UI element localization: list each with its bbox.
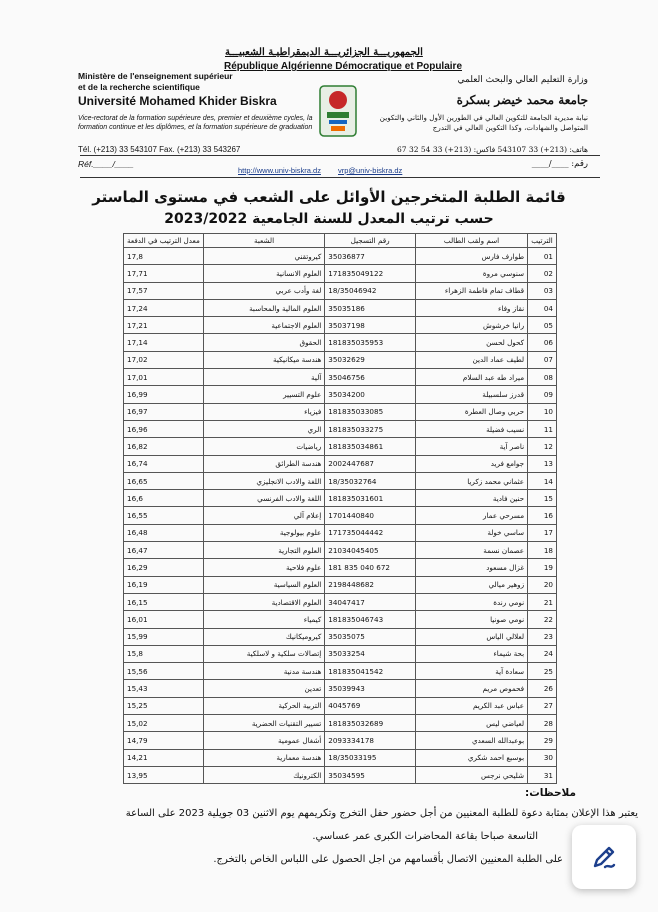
cell-department: العلوم الاجتماعية	[203, 317, 324, 334]
cell-rank: 13	[528, 455, 557, 472]
cell-name: حنين فادية	[416, 490, 528, 507]
table-row	[124, 248, 557, 265]
cell-average: 17,21	[124, 317, 204, 334]
cell-department: كيروميكانيك	[203, 628, 324, 645]
cell-department: اللغة والادب الفرنسي	[203, 490, 324, 507]
cell-registration: 181835035953	[325, 334, 416, 351]
cell-average: 17,02	[124, 351, 204, 368]
cell-department: العلوم الاقتصادية	[203, 593, 324, 610]
cell-average: 17,01	[124, 369, 204, 386]
cell-department: تسيير التقنيات الحضرية	[203, 715, 324, 732]
cell-rank: 01	[528, 248, 557, 265]
cell-name: عثماني محمد زكريا	[416, 472, 528, 489]
cell-registration: 35033254	[325, 645, 416, 662]
cell-name: لطيف عماد الدين	[416, 351, 528, 368]
vicerectorate-ar-line1: نيابة مديرية الجامعة للتكوين العالي في الطورين الأول والثاني والتكوين	[379, 113, 588, 122]
cell-average: 16,19	[124, 576, 204, 593]
cell-name: بوسبع احمد شكري	[416, 749, 528, 766]
cell-rank: 19	[528, 559, 557, 576]
cell-rank: 23	[528, 628, 557, 645]
table-row	[124, 645, 557, 662]
cell-name: بوعبدالله السعدي	[416, 732, 528, 749]
table-row	[124, 628, 557, 645]
cell-department: الري	[203, 420, 324, 437]
cell-rank: 05	[528, 317, 557, 334]
cell-average: 13,95	[124, 766, 204, 783]
cell-name: ناصر آية	[416, 438, 528, 455]
table-row	[124, 317, 557, 334]
cell-average: 16,82	[124, 438, 204, 455]
cell-name: ميراد طه عبد السلام	[416, 369, 528, 386]
notes-heading: ملاحظات:	[525, 787, 576, 799]
cell-registration: 18/35046942	[325, 282, 416, 299]
cell-average: 17,8	[124, 248, 204, 265]
cell-department: هندسة معمارية	[203, 749, 324, 766]
table-row	[124, 715, 557, 732]
header-registration: رقم التسجيل	[325, 234, 416, 248]
table-row	[124, 472, 557, 489]
cell-name: مسرحي عمار	[416, 507, 528, 524]
cell-rank: 27	[528, 697, 557, 714]
cell-registration: 181835034861	[325, 438, 416, 455]
cell-rank: 11	[528, 420, 557, 437]
cell-registration: 4045769	[325, 697, 416, 714]
cell-department: الحقوق	[203, 334, 324, 351]
reference-fr: Réf.____/____	[78, 159, 134, 169]
table-row	[124, 576, 557, 593]
vicerectorate-fr-line2: formation continue et les diplômes, et la formation supérieure de graduation	[78, 124, 313, 131]
cell-name: لعلالي الياس	[416, 628, 528, 645]
cell-registration: 21034045405	[325, 542, 416, 559]
notes-line1: يعتبر هذا الإعلان بمثابة دعوة للطلبة المعنيين من أجل حضور حفل التخرج وتكريمهم يوم الاثنين 03 جويلية 2023 على الساعة	[125, 808, 638, 819]
cell-rank: 25	[528, 663, 557, 680]
website-link[interactable]: http://www.univ-biskra.dz	[238, 166, 321, 175]
table-row	[124, 334, 557, 351]
cell-registration: 2093334178	[325, 732, 416, 749]
cell-name: زوهير ميالي	[416, 576, 528, 593]
cell-department: علوم التسيير	[203, 386, 324, 403]
vicerectorate-fr-line1: Vice-rectorat de la formation supérieure des, premier et deuxième cycles, la	[78, 115, 313, 122]
phone-fax-ar: هاتف: (213+) 33 543107 فاكس: (213+) 33 54 32 67	[397, 145, 588, 154]
cell-name: عباس عبد الكريم	[416, 697, 528, 714]
cell-registration: 171735044442	[325, 524, 416, 541]
cell-rank: 12	[528, 438, 557, 455]
edit-pen-icon	[589, 842, 619, 872]
cell-department: علوم بيولوجية	[203, 524, 324, 541]
cell-rank: 10	[528, 403, 557, 420]
cell-name: جوامع فريد	[416, 455, 528, 472]
cell-rank: 15	[528, 490, 557, 507]
notes-line2: التاسعة صباحا بقاعة المحاضرات الكبرى عمر عساسي.	[312, 831, 538, 842]
header-department: الشعبة	[203, 234, 324, 248]
cell-average: 16,97	[124, 403, 204, 420]
cell-registration: 35034200	[325, 386, 416, 403]
edit-button[interactable]	[572, 825, 636, 889]
cell-department: لغة وأدب عربي	[203, 282, 324, 299]
list-title: قائمة الطلبة المتخرجين الأوائل على الشعب في مستوى الماستر	[92, 188, 566, 206]
cell-average: 15,8	[124, 645, 204, 662]
header-rank: الترتيب	[528, 234, 557, 248]
cell-registration: 34047417	[325, 593, 416, 610]
table-row	[124, 351, 557, 368]
cell-department: علوم فلاحية	[203, 559, 324, 576]
table-row	[124, 282, 557, 299]
cell-rank: 22	[528, 611, 557, 628]
table-row	[124, 749, 557, 766]
cell-average: 17,57	[124, 282, 204, 299]
cell-department: كيروتقني	[203, 248, 324, 265]
table-row	[124, 299, 557, 316]
republic-title-fr: République Algérienne Démocratique et Populaire	[224, 61, 463, 72]
cell-average: 16,01	[124, 611, 204, 628]
cell-department: الكترونيك	[203, 766, 324, 783]
cell-registration: 18/35032764	[325, 472, 416, 489]
university-name-ar: جامعة محمد خيضر بسكرة	[456, 93, 588, 107]
cell-department: العلوم التجارية	[203, 542, 324, 559]
cell-department: هندسة الطرائق	[203, 455, 324, 472]
table-row	[124, 559, 557, 576]
cell-rank: 30	[528, 749, 557, 766]
cell-name: طوارف فارس	[416, 248, 528, 265]
reference-ar: رقم: ____/____	[531, 159, 588, 169]
cell-department: تعدين	[203, 680, 324, 697]
cell-registration: 35032629	[325, 351, 416, 368]
cell-department: أشغال عمومية	[203, 732, 324, 749]
cell-name: شليحي نرجس	[416, 766, 528, 783]
cell-rank: 14	[528, 472, 557, 489]
cell-rank: 17	[528, 524, 557, 541]
cell-average: 14,79	[124, 732, 204, 749]
cell-name: لعياضي ليس	[416, 715, 528, 732]
table-row	[124, 611, 557, 628]
cell-average: 15,43	[124, 680, 204, 697]
cell-department: العلوم السياسية	[203, 576, 324, 593]
cell-registration: 171835049122	[325, 265, 416, 282]
cell-name: نومي رندة	[416, 593, 528, 610]
table-row	[124, 455, 557, 472]
cell-rank: 26	[528, 680, 557, 697]
cell-department: رياضيات	[203, 438, 324, 455]
cell-rank: 04	[528, 299, 557, 316]
cell-department: العلوم الانسانية	[203, 265, 324, 282]
cell-rank: 24	[528, 645, 557, 662]
cell-department: إتصالات سلكية و لاسلكية	[203, 645, 324, 662]
ministry-fr-line2: et de la recherche scientifique	[78, 82, 200, 92]
cell-average: 16,55	[124, 507, 204, 524]
cell-department: هندسة مدنية	[203, 663, 324, 680]
vicerectorate-ar-line2: المتواصل والشهادات، وكذا التكوين العالي في التدرج	[432, 123, 588, 132]
cell-average: 15,25	[124, 697, 204, 714]
table-row	[124, 766, 557, 783]
cell-average: 16,48	[124, 524, 204, 541]
cell-registration: 35039943	[325, 680, 416, 697]
republic-title-ar: الجمهوريـــة الجزائريـــة الديمقراطيـة الشعبيـــة	[225, 47, 423, 58]
table-row	[124, 403, 557, 420]
notes-line3: على الطلبة المعنيين الاتصال بأقسامهم من اجل الحصول على اللباس الخاص بالتخرج.	[213, 854, 563, 865]
cell-registration: 35046756	[325, 369, 416, 386]
cell-registration: 35036877	[325, 248, 416, 265]
cell-average: 17,24	[124, 299, 204, 316]
cell-department: اللغة والادب الانجليزي	[203, 472, 324, 489]
cell-registration: 1701440840	[325, 507, 416, 524]
cell-name: فحموص مريم	[416, 680, 528, 697]
table-row	[124, 369, 557, 386]
cell-average: 16,65	[124, 472, 204, 489]
cell-rank: 28	[528, 715, 557, 732]
cell-name: قطاف تمام فاطمة الزهراء	[416, 282, 528, 299]
cell-average: 15,02	[124, 715, 204, 732]
cell-department: التربية الحركية	[203, 697, 324, 714]
cell-registration: 181835033275	[325, 420, 416, 437]
cell-registration: 181835046743	[325, 611, 416, 628]
phone-fax-fr: Tél. (+213) 33 543107 Fax. (+213) 33 543267	[78, 145, 241, 154]
cell-name: بحة شيماء	[416, 645, 528, 662]
cell-rank: 09	[528, 386, 557, 403]
cell-average: 15,56	[124, 663, 204, 680]
cell-registration: 18/35033195	[325, 749, 416, 766]
cell-registration: 181835033085	[325, 403, 416, 420]
cell-name: نقاز وفاء	[416, 299, 528, 316]
ministry-ar: وزارة التعليم العالي والبحث العلمي	[457, 75, 588, 85]
cell-rank: 07	[528, 351, 557, 368]
cell-average: 16,99	[124, 386, 204, 403]
cell-name: كحول لحسن	[416, 334, 528, 351]
cell-name: قدرز سلسبيلة	[416, 386, 528, 403]
cell-average: 17,14	[124, 334, 204, 351]
cell-department: إعلام آلي	[203, 507, 324, 524]
table-row	[124, 697, 557, 714]
header-divider-2	[80, 177, 600, 178]
cell-average: 17,71	[124, 265, 204, 282]
cell-average: 16,29	[124, 559, 204, 576]
cell-registration: 35035075	[325, 628, 416, 645]
cell-average: 16,74	[124, 455, 204, 472]
table-row	[124, 593, 557, 610]
cell-rank: 21	[528, 593, 557, 610]
cell-rank: 20	[528, 576, 557, 593]
graduates-table	[123, 233, 557, 784]
cell-department: العلوم المالية والمحاسبة	[203, 299, 324, 316]
cell-name: سعادة آية	[416, 663, 528, 680]
university-seal-icon	[318, 84, 358, 138]
cell-average: 16,96	[124, 420, 204, 437]
header-name: اسم ولقب الطالب	[416, 234, 528, 248]
cell-rank: 18	[528, 542, 557, 559]
cell-rank: 29	[528, 732, 557, 749]
cell-name: نومي صونيا	[416, 611, 528, 628]
cell-registration: 35037198	[325, 317, 416, 334]
cell-department: آلية	[203, 369, 324, 386]
table-row	[124, 732, 557, 749]
ministry-fr-line1: Ministère de l'enseignement supérieur	[78, 71, 233, 81]
header-average: معدل الترتيب في الدفعة	[124, 234, 204, 248]
cell-registration: 181835041542	[325, 663, 416, 680]
cell-name: حربي وصال العطرة	[416, 403, 528, 420]
table-row	[124, 420, 557, 437]
cell-registration: 35035186	[325, 299, 416, 316]
cell-average: 16,47	[124, 542, 204, 559]
cell-registration: 181 835 040 672	[325, 559, 416, 576]
cell-rank: 02	[528, 265, 557, 282]
table-row	[124, 542, 557, 559]
table-row	[124, 386, 557, 403]
university-name-fr: Université Mohamed Khider Biskra	[78, 94, 277, 108]
header-divider	[80, 155, 600, 156]
table-row	[124, 438, 557, 455]
cell-department: كيمياء	[203, 611, 324, 628]
cell-department: فيزياء	[203, 403, 324, 420]
cell-department: هندسة ميكانيكية	[203, 351, 324, 368]
table-row	[124, 680, 557, 697]
cell-registration: 181835032689	[325, 715, 416, 732]
cell-registration: 181835031601	[325, 490, 416, 507]
cell-rank: 31	[528, 766, 557, 783]
cell-name: نسيب فضيلة	[416, 420, 528, 437]
cell-name: سنوسي مروة	[416, 265, 528, 282]
cell-name: ساسي خولة	[416, 524, 528, 541]
cell-registration: 35034595	[325, 766, 416, 783]
table-row	[124, 490, 557, 507]
cell-registration: 2002447687	[325, 455, 416, 472]
table-row	[124, 663, 557, 680]
table-header-row	[124, 234, 557, 248]
cell-average: 14,21	[124, 749, 204, 766]
cell-registration: 2198448682	[325, 576, 416, 593]
cell-rank: 16	[528, 507, 557, 524]
table-row	[124, 265, 557, 282]
table-row	[124, 524, 557, 541]
table-row	[124, 507, 557, 524]
email-link[interactable]: vrp@univ-biskra.dz	[338, 166, 403, 175]
cell-rank: 03	[528, 282, 557, 299]
cell-rank: 08	[528, 369, 557, 386]
cell-average: 16,6	[124, 490, 204, 507]
cell-average: 15,99	[124, 628, 204, 645]
cell-name: عصمان نسمة	[416, 542, 528, 559]
table-body	[124, 248, 557, 784]
cell-average: 16,15	[124, 593, 204, 610]
cell-name: رانيا خرشوش	[416, 317, 528, 334]
cell-rank: 06	[528, 334, 557, 351]
cell-name: غزال مسعود	[416, 559, 528, 576]
list-subtitle: حسب ترتيب المعدل للسنة الجامعية 2023/2022	[164, 211, 494, 227]
